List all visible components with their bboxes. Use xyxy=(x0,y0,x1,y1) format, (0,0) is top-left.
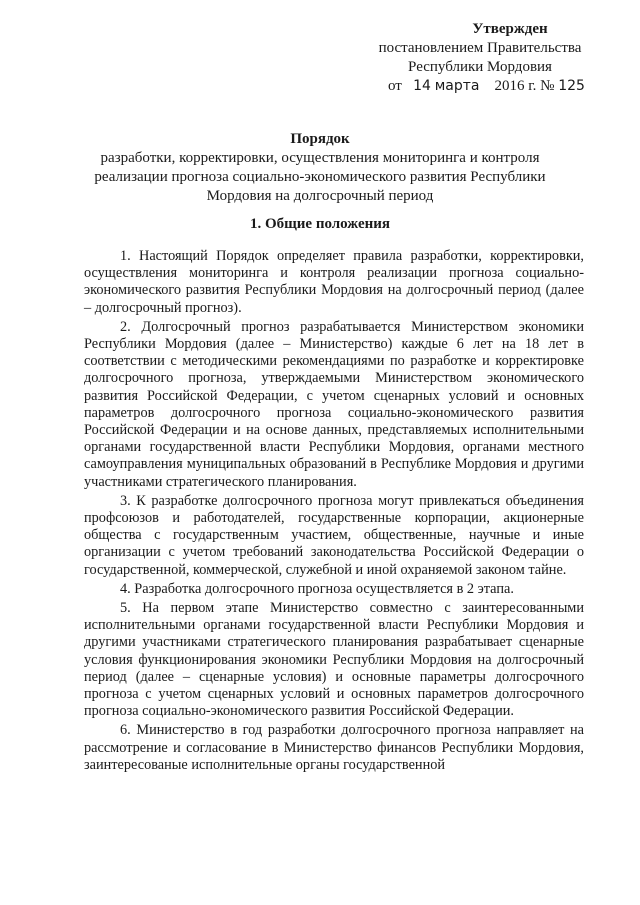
decree-number: 125 xyxy=(558,78,585,94)
date-year: 2016 г. № xyxy=(494,78,555,94)
document-subtitle: разработки, корректировки, осуществления мониторинга и контроля реализации прогноза социально-экономического развития Республики Мордовия на долгосрочный период xyxy=(94,150,546,204)
approval-line-1: постановлением Правительства xyxy=(378,40,582,56)
date-day: 14 xyxy=(413,78,431,94)
section-heading: 1. Общие положения xyxy=(249,216,391,232)
paragraph-5: 5. На первом этапе Министерство совместно с заинтересованными исполнительными органами государственной власти Республики Мордовия и другими участниками стратегического планирования разрабатывает сценарные условия функционирования экономики Республики Мордовия на долгосрочный период (далее – сценарные условия) и основные параметры долгосрочного прогноза с учетом сценарных условий и основных параметров долгосрочного прогноза социально-экономического развития Российской Федерации. xyxy=(84,600,584,720)
paragraph-6: 6. Министерство в год разработки долгосрочного прогноза направляет на рассмотрение и согласование в Министерство финансов Республики Мордовия, заинтересованые исполнительные органы государственной xyxy=(84,722,584,773)
paragraph-2: 2. Долгосрочный прогноз разрабатывается Министерством экономики Республики Мордовия (далее – Министерство) каждые 6 лет на 18 лет в соответствии с методическими рекомендациями по разработке и корректировке долгосрочного прогноза, утверждаемыми Министерством экономического развития Российской Федерации, с учетом сценарных условий и основных параметров долгосрочного прогноза социально-экономического развития Российской Федерации и на основе данных, представляемых исполнительными органами государственной власти Республики Мордовия, органами местного самоуправления муниципальных образований в Республике Мордовия и другими участниками стратегического планирования. xyxy=(84,318,584,490)
approval-date-line xyxy=(360,77,600,96)
document-title: Порядок xyxy=(290,131,350,147)
approval-block xyxy=(360,20,600,96)
approved-label: Утвержден xyxy=(472,21,548,37)
date-prefix: от xyxy=(388,78,402,94)
paragraph-1: 1. Настоящий Порядок определяет правила разработки, корректировки, осуществления мониторинга и контроля реализации прогноза социально-экономического развития Республики Мордовия на долгосрочный период (далее – долгосрочный прогноз). xyxy=(84,248,584,316)
date-month: марта xyxy=(434,78,480,94)
document-title-block xyxy=(80,130,560,206)
paragraph-4: 4. Разработка долгосрочного прогноза осуществляется в 2 этапа. xyxy=(120,580,514,597)
approval-line-2: Республики Мордовия xyxy=(408,59,552,75)
paragraph-3: 3. К разработке долгосрочного прогноза могут привлекаться объединения профсоюзов и работодателей, государственные корпорации, акционерные общества с государственным участием, общественные, научные и иные организации с учетом требований законодательства Российской Федерации о государственной, коммерческой, служебной и иной охраняемой законом тайне. xyxy=(84,492,584,578)
document-body xyxy=(84,248,584,774)
